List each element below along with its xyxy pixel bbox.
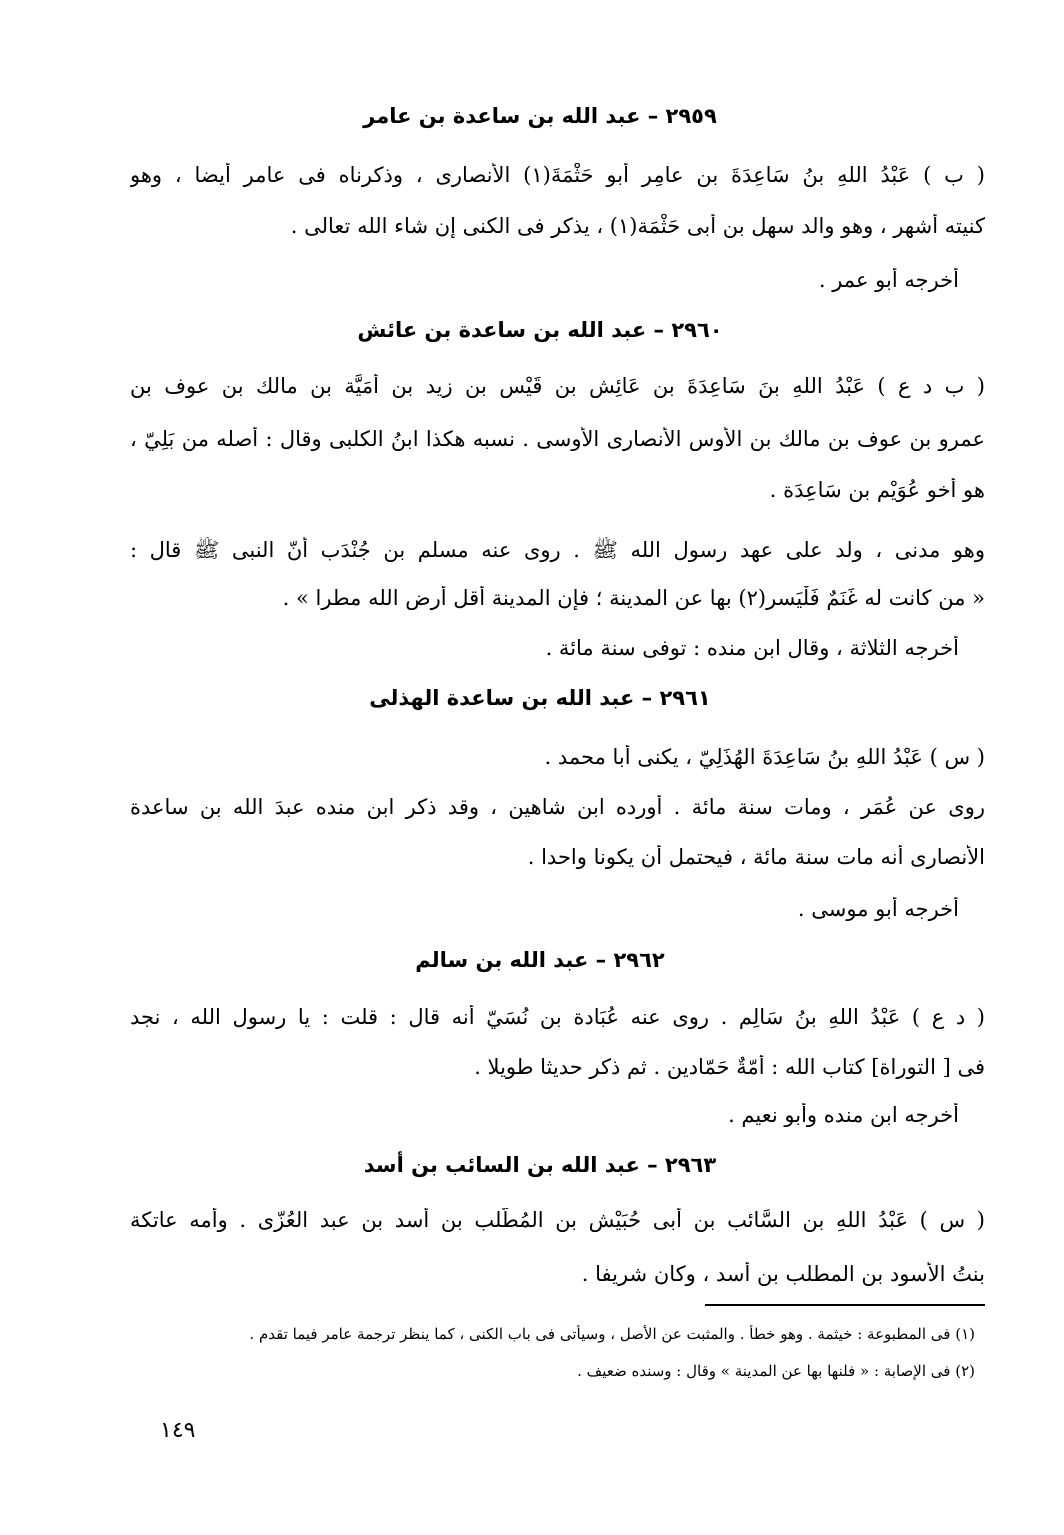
body-line: أخرجه أبو عمر . (818, 268, 959, 292)
body-line: أخرجه ابن منده وأبو نعيم . (728, 1103, 959, 1127)
entry-heading: ٢٩٥٩ – عبد الله بن ساعدة بن عامر (363, 104, 717, 128)
footnote: (١) فى المطبوعة : خيثمة . وهو خطأ . والمثبت عن الأصل ، وسيأتى فى باب الكنى ، كما ينظر ترجمة عامر فيما تقدم . (249, 1325, 975, 1343)
footnote: (٢) فى الإصابة : « فلنها بها عن المدينة » وقال : وسنده ضعيف . (577, 1362, 975, 1380)
entry-heading: ٢٩٦٠ – عبد الله بن ساعدة بن عائش (357, 318, 723, 342)
body-line: « من كانت له غَنَمٌ فَلْيَسر(٢) بها عن المدينة ؛ فإن المدينة أقل أرض الله مطرا » . (282, 586, 985, 610)
body-line: روى عن عُمَر ، ومات سنة مائة . أورده ابن شاهين ، وقد ذكر ابن منده عبدَ الله بن ساعدة (130, 795, 985, 819)
body-line: هو أخو عُوَيْم بن سَاعِدَة . (769, 478, 985, 502)
body-line: كنيته أشهر ، وهو والد سهل بن أبى حَثْمَة(١) ، يذكر فى الكنى إن شاء الله تعالى . (290, 214, 985, 238)
body-line: ( ب ) عَبْدُ اللهِ بنُ سَاعِدَةَ بنِ عامِرٍ أبو حَثْمَةَ(١) الأنصارى ، وذكرناه فى عامر أيضا ، وهو (130, 163, 985, 187)
body-line: أخرجه الثلاثة ، وقال ابن منده : توفى سنة مائة . (545, 636, 959, 660)
body-line: الأنصارى أنه مات سنة مائة ، فيحتمل أن يكونا واحدا . (527, 845, 985, 869)
body-line: أخرجه أبو موسى . (797, 897, 959, 921)
body-line: ( د ع ) عَبْدُ اللهِ بنُ سَالِم . روى عنه عُبَادة بن نُسَيّ أنه قال : قلت : يا رسول الله ، نجد (130, 1005, 985, 1029)
body-line: فى [ التوراة] كتاب الله : أُمّةٌ حَمّادين . ثم ذكر حديثا طويلا . (474, 1055, 985, 1079)
entry-heading: ٢٩٦١ – عبد الله بن ساعدة الهذلى (369, 686, 711, 710)
footnote-separator (705, 1304, 985, 1306)
body-line: ( س ) عَبْدُ اللهِ بن السَّائب بن أبى حُبَيْش بن المُطَّلب بن أسد بن عبد العُزّى . وأمه عاتكة (130, 1208, 985, 1232)
body-line: بنتُ الأسود بن المطلب بن أسد ، وكان شريفا . (581, 1262, 985, 1286)
body-line: عمرو بن عوف بن مالك بن الأوس الأنصارى الأوسى . نسبه هكذا ابنُ الكلبى وقال : أصله من بَلِيّ ، (130, 427, 985, 451)
body-line: ( ب د ع ) عَبْدُ اللهِ بنَ سَاعِدَةَ بن عَائِش بن قَيْس بن زيد بن أُمَيَّة بن مالك بن عوف بن (130, 374, 985, 398)
body-line: وهو مدنى ، ولد على عهد رسول الله ﷺ . روى عنه مسلم بن جُنْدَب أنّ النبى ﷺ قال : (130, 538, 985, 562)
entry-heading: ٢٩٦٢ – عبد الله بن سالم (415, 948, 665, 972)
entry-heading: ٢٩٦٣ – عبد الله بن السائب بن أسد (363, 1153, 717, 1177)
page-number: ١٤٩ (160, 1418, 196, 1443)
body-line: ( س ) عَبْدُ اللهِ بنُ سَاعِدَةَ الهُذَلِيّ ، يكنى أبا محمد . (544, 745, 985, 769)
